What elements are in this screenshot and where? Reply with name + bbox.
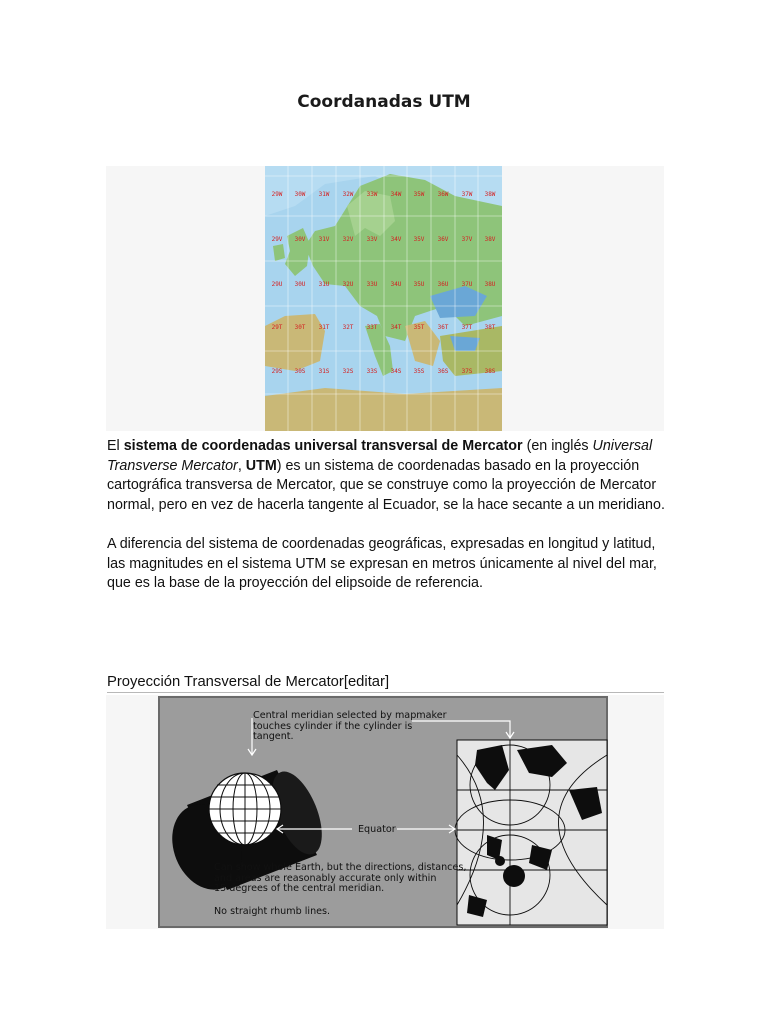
utm-zone-label: 29T (271, 324, 283, 331)
utm-zone-label: 36U (437, 281, 449, 288)
utm-zone-label: 30W (294, 191, 306, 198)
utm-zone-label: 34W (390, 191, 402, 198)
utm-zone-label: 37W (461, 191, 473, 198)
section-heading: Proyección Transversal de Mercator[editar] (107, 673, 664, 693)
utm-abbr: UTM (245, 457, 277, 474)
utm-zone-label: 31W (318, 191, 330, 198)
utm-zone-label: 29U (271, 281, 283, 288)
english-term: Universal Transverse Mercator (107, 438, 653, 474)
utm-zone-label: 32W (342, 191, 354, 198)
utm-zone-label: 36W (437, 191, 449, 198)
utm-zone-label: 38S (484, 368, 496, 375)
utm-zone-label: 33V (366, 236, 378, 243)
utm-zone-label: 35U (413, 281, 425, 288)
utm-zone-label: 35S (413, 368, 425, 375)
utm-zone-label: 38V (484, 236, 496, 243)
utm-zone-label: 37T (461, 324, 473, 331)
utm-zone-label: 35W (413, 191, 425, 198)
utm-zone-label: 34S (390, 368, 402, 375)
utm-zone-label: 38W (484, 191, 496, 198)
utm-zone-label: 35T (413, 324, 425, 331)
utm-zone-label: 34T (390, 324, 402, 331)
utm-zone-label: 34V (390, 236, 402, 243)
utm-zone-label: 38U (484, 281, 496, 288)
utm-zone-map (265, 166, 502, 431)
rhumb-lines-label: No straight rhumb lines. (214, 906, 331, 917)
utm-zone-label: 31T (318, 324, 330, 331)
utm-zone-label: 36S (437, 368, 449, 375)
utm-zone-label: 32V (342, 236, 354, 243)
utm-zone-label: 31U (318, 281, 330, 288)
utm-term: sistema de coordenadas universal transversal de Mercator (123, 438, 523, 454)
utm-zone-label: 32S (342, 368, 354, 375)
utm-zone-label: 32U (342, 281, 354, 288)
utm-zone-label: 37U (461, 281, 473, 288)
central-meridian-label: Central meridian selected by mapmaker touches cylinder if the cylinder is tangent. (253, 710, 447, 743)
utm-zone-label: 29V (271, 236, 283, 243)
utm-zone-label: 32T (342, 324, 354, 331)
utm-zone-label: 33W (366, 191, 378, 198)
utm-zone-label: 33T (366, 324, 378, 331)
utm-zone-label: 31V (318, 236, 330, 243)
utm-zone-label: 33U (366, 281, 378, 288)
difference-paragraph: A diferencia del sistema de coordenadas geográficas, expresadas en longitud y latitud, las magnitudes en el sistema UTM se expresan en metros únicamente al nivel del mar, que es la base de la proyección del elipsoide de referencia. (107, 536, 657, 591)
utm-zone-label: 29W (271, 191, 283, 198)
utm-zone-label: 36V (437, 236, 449, 243)
utm-zone-label: 31S (318, 368, 330, 375)
utm-zone-label: 37V (461, 236, 473, 243)
utm-zone-label: 29S (271, 368, 283, 375)
page-title: Coordanadas UTM (297, 92, 471, 112)
transverse-mercator-diagram (157, 695, 609, 929)
utm-zone-label: 34U (390, 281, 402, 288)
intro-paragraph: El sistema de coordenadas universal transversal de Mercator (en inglés Universal Transverse Mercator, UTM) es un sistema de coordenadas basado en la proyección cartográfica transversa de Mercator, que se construye como la proyección de Mercator normal, pero en vez de hacerla tangente al Ecuador, se la hace secante a un meridiano. (107, 438, 665, 513)
utm-zone-label: 33S (366, 368, 378, 375)
accuracy-note-label: Can show whole Earth, but the directions, distances, and areas are reasonably accurate only within 15 degrees of the central meridian. (214, 862, 467, 895)
equator-label: Equator (358, 824, 396, 835)
utm-zone-label: 36T (437, 324, 449, 331)
utm-zone-label: 30U (294, 281, 306, 288)
utm-zone-label: 30V (294, 236, 306, 243)
utm-zone-label: 38T (484, 324, 496, 331)
utm-zone-label: 30S (294, 368, 306, 375)
utm-zone-label: 35V (413, 236, 425, 243)
utm-zone-label: 37S (461, 368, 473, 375)
utm-zone-label: 30T (294, 324, 306, 331)
